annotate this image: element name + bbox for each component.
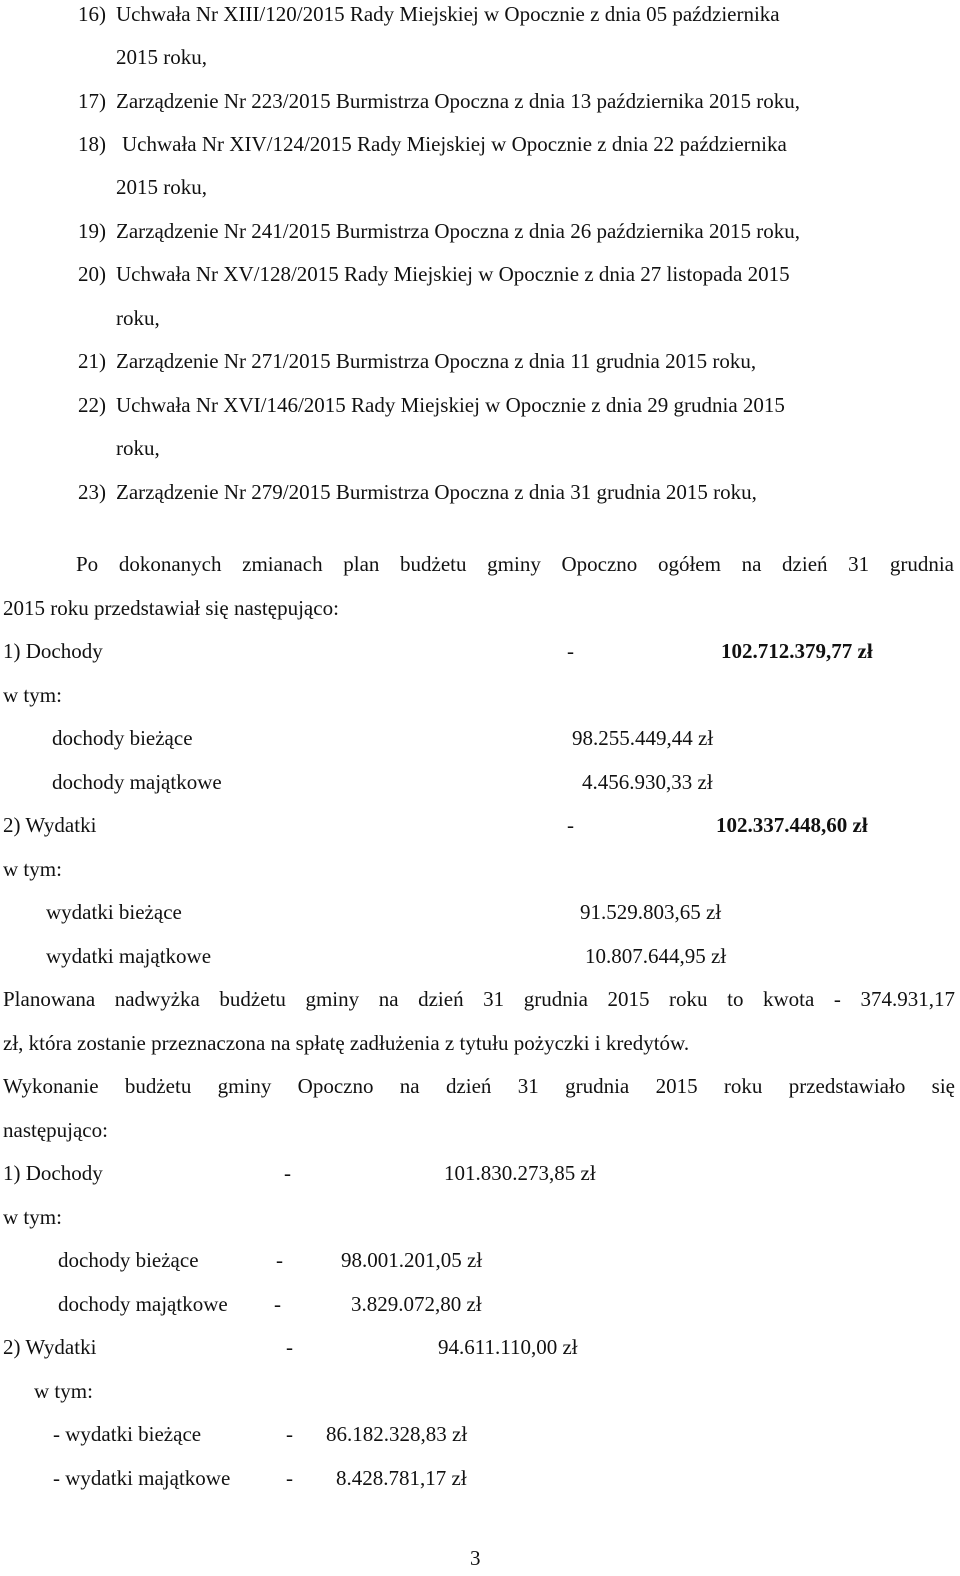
list-item-text: Zarządzenie Nr 279/2015 Burmistrza Opoczna z dnia 31 grudnia 2015 roku,: [116, 480, 757, 504]
exec-w-tym-2: w tym:: [34, 1379, 93, 1403]
exec-wydatki-majatkowe-value: 8.428.781,17 zł: [336, 1466, 467, 1490]
exec-dochody-majatkowe-value: 3.829.072,80 zł: [351, 1292, 482, 1316]
execution-intro-cont: następująco:: [3, 1118, 108, 1142]
list-item-text: Zarządzenie Nr 223/2015 Burmistrza Opoczna z dnia 13 października 2015 roku,: [116, 89, 800, 113]
list-item-text: Uchwała Nr XIV/124/2015 Rady Miejskiej w Opocznie z dnia 22 października: [122, 132, 787, 156]
plan-dochody-biezace-label: dochody bieżące: [52, 726, 193, 750]
exec-dochody-majatkowe-dash: -: [274, 1292, 281, 1316]
exec-wydatki-majatkowe-label: - wydatki majątkowe: [53, 1466, 231, 1490]
exec-wydatki-value: 94.611.110,00 zł: [438, 1335, 578, 1359]
plan-dochody-dash: -: [567, 639, 574, 663]
plan-intro: Po dokonanych zmianach plan budżetu gminy Opoczno ogółem na dzień 31 grudnia: [76, 552, 954, 576]
list-item-number: 16): [78, 2, 106, 26]
list-item-text: Zarządzenie Nr 271/2015 Burmistrza Opoczna z dnia 11 grudnia 2015 roku,: [116, 349, 757, 373]
exec-wydatki-biezace-label: - wydatki bieżące: [53, 1422, 202, 1446]
list-item-text: Uchwała Nr XVI/146/2015 Rady Miejskiej w Opocznie z dnia 29 grudnia 2015: [116, 393, 785, 417]
plan-dochody-value: 102.712.379,77 zł: [721, 639, 873, 663]
plan-w-tym-2: w tym:: [3, 857, 62, 881]
plan-wydatki-biezace-label: wydatki bieżące: [46, 900, 182, 924]
list-item-text-cont: 2015 roku,: [116, 45, 207, 69]
plan-w-tym: w tym:: [3, 683, 62, 707]
execution-intro: Wykonanie budżetu gminy Opoczno na dzień 31 grudnia 2015 roku przedstawiało się: [3, 1074, 955, 1098]
list-item-text: Uchwała Nr XV/128/2015 Rady Miejskiej w Opocznie z dnia 27 listopada 2015: [116, 262, 790, 286]
list-item-text-cont: roku,: [116, 436, 160, 460]
list-item-text: Uchwała Nr XIII/120/2015 Rady Miejskiej w Opocznie z dnia 05 października: [116, 2, 780, 26]
plan-wydatki-biezace-value: 91.529.803,65 zł: [580, 900, 722, 924]
plan-wydatki-value: 102.337.448,60 zł: [716, 813, 868, 837]
plan-intro-cont: 2015 roku przedstawiał się następująco:: [3, 596, 339, 620]
plan-dochody-label: 1) Dochody: [3, 639, 103, 663]
surplus-line: Planowana nadwyżka budżetu gminy na dzień 31 grudnia 2015 roku to kwota - 374.931,17: [3, 987, 955, 1011]
list-item-number: 23): [78, 480, 106, 504]
plan-dochody-biezace-value: 98.255.449,44 zł: [572, 726, 714, 750]
exec-wydatki-biezace-dash: -: [286, 1422, 293, 1446]
exec-dochody-value: 101.830.273,85 zł: [444, 1161, 596, 1185]
exec-dochody-biezace-value: 98.001.201,05 zł: [341, 1248, 483, 1272]
list-item-number: 21): [78, 349, 106, 373]
exec-dochody-biezace-dash: -: [276, 1248, 283, 1272]
plan-wydatki-majatkowe-value: 10.807.644,95 zł: [585, 944, 727, 968]
list-item-number: 19): [78, 219, 106, 243]
exec-wydatki-dash: -: [286, 1335, 293, 1359]
plan-wydatki-majatkowe-label: wydatki majątkowe: [46, 944, 212, 968]
plan-wydatki-label: 2) Wydatki: [3, 813, 97, 837]
exec-wydatki-biezace-value: 86.182.328,83 zł: [326, 1422, 468, 1446]
list-item-text: Zarządzenie Nr 241/2015 Burmistrza Opoczna z dnia 26 października 2015 roku,: [116, 219, 800, 243]
exec-w-tym: w tym:: [3, 1205, 62, 1229]
list-item-number: 18): [78, 132, 106, 156]
exec-dochody-majatkowe-label: dochody majątkowe: [58, 1292, 228, 1316]
list-item-text-cont: roku,: [116, 306, 160, 330]
list-item-number: 20): [78, 262, 106, 286]
exec-wydatki-majatkowe-dash: -: [286, 1466, 293, 1490]
exec-dochody-label: 1) Dochody: [3, 1161, 103, 1185]
plan-wydatki-dash: -: [567, 813, 574, 837]
exec-dochody-dash: -: [284, 1161, 291, 1185]
plan-dochody-majatkowe-label: dochody majątkowe: [52, 770, 222, 794]
list-item-text-cont: 2015 roku,: [116, 175, 207, 199]
list-item-number: 17): [78, 89, 106, 113]
plan-dochody-majatkowe-value: 4.456.930,33 zł: [582, 770, 713, 794]
surplus-line-cont: zł, która zostanie przeznaczona na spłatę zadłużenia z tytułu pożyczki i kredytów.: [3, 1031, 690, 1055]
exec-wydatki-label: 2) Wydatki: [3, 1335, 97, 1359]
exec-dochody-biezace-label: dochody bieżące: [58, 1248, 199, 1272]
list-item-number: 22): [78, 393, 106, 417]
page-number: 3: [470, 1546, 481, 1570]
